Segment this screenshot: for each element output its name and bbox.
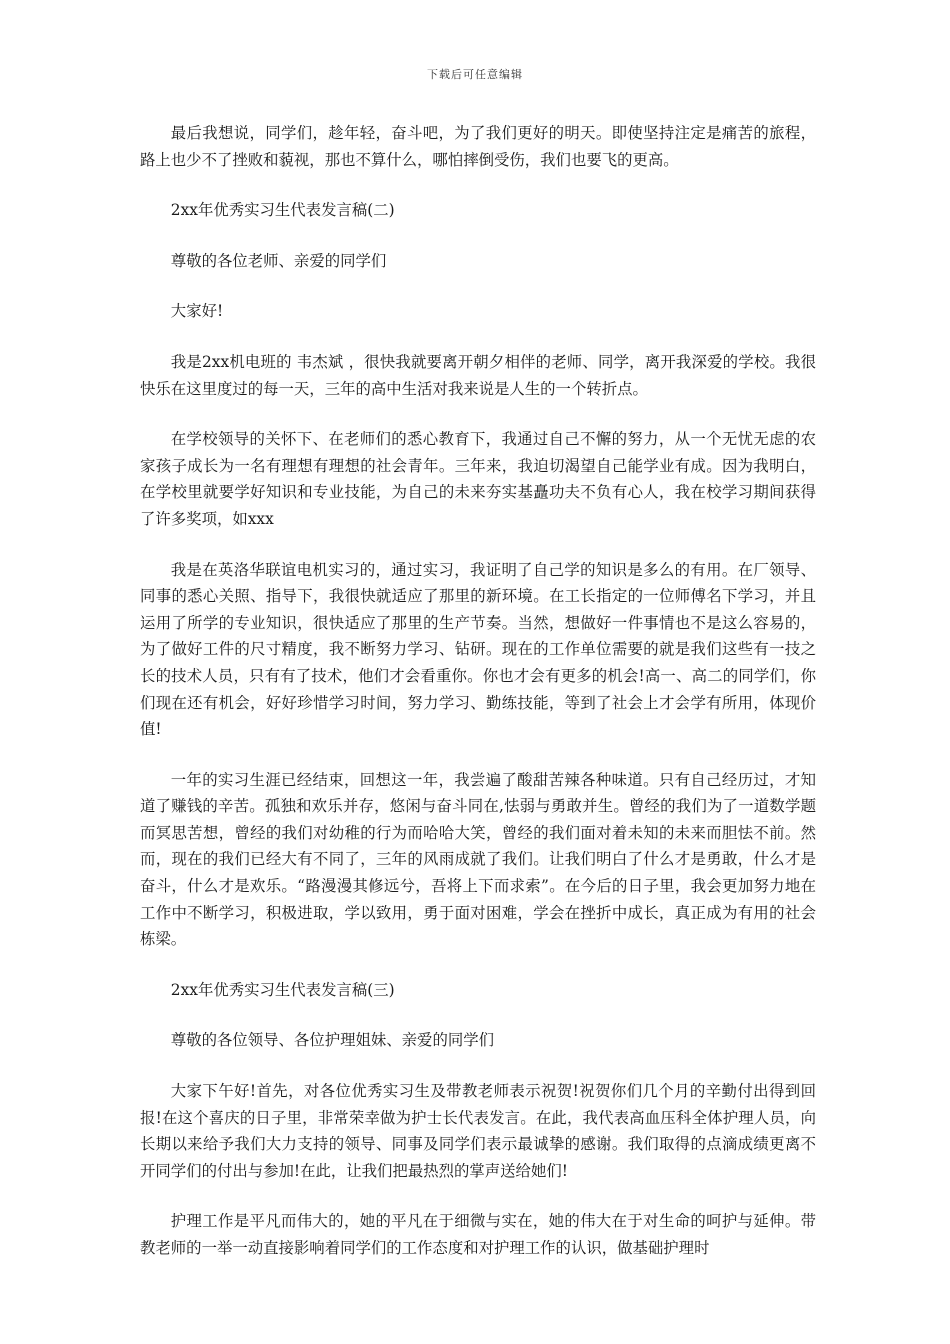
page-header: 下载后可任意编辑 xyxy=(427,68,523,81)
closing-paragraph: 最后我想说，同学们，趁年轻，奋斗吧，为了我们更好的明天。即使坚持注定是痛苦的旅程，路上也少不了挫败和藐视，那也不算什么，哪怕摔倒受伤，我们也要飞的更高。 xyxy=(140,124,816,169)
document-body xyxy=(140,120,816,1262)
section-title-2: 2xx年优秀实习生代表发言稿(二) xyxy=(170,201,395,220)
salutation-3: 尊敬的各位领导、各位护理姐妹、亲爱的同学们 xyxy=(170,1031,495,1050)
section-title-3: 2xx年优秀实习生代表发言稿(三) xyxy=(170,980,395,999)
body-paragraph: 我是在英洛华联谊电机实习的，通过实习，我证明了自己学的知识是多么的有用。在厂领导、同事的悉心关照、指导下，我很快就适应了那里的新环境。在工长指定的一位师傅名下学习，并且运用了所学的专业知识，很快适应了那里的生产节奏。当然，想做好一件事情也不是这么容易的，为了做好工件的尺寸精度，我不断努力学习、钻研。现在的工作单位需要的就是我们这些有一技之长的技术人员，只有有了技术，他们才会看重你。你也才会有更多的机会!高一、高二的同学们，你们现在还有机会，好好珍惜学习时间，努力学习、勤练技能，等到了社会上才会学有所用，体现价值! xyxy=(140,560,816,739)
body-paragraph: 护理工作是平凡而伟大的，她的平凡在于细微与实在，她的伟大在于对生命的呵护与延伸。带教老师的一举一动直接影响着同学们的工作态度和对护理工作的认识，做基础护理时 xyxy=(140,1212,816,1257)
body-paragraph: 大家下午好!首先，对各位优秀实习生及带教老师表示祝贺!祝贺你们几个月的辛勤付出得到回报!在这个喜庆的日子里，非常荣幸做为护士长代表发言。在此，我代表高血压科全体护理人员，向长期以来给予我们大力支持的领导、同事及同学们表示最诚挚的感谢。我们取得的点滴成绩更离不开同学们的付出与参加!在此，让我们把最热烈的掌声送给她们! xyxy=(140,1082,816,1180)
salutation-2: 尊敬的各位老师、亲爱的同学们 xyxy=(170,251,387,270)
greeting-2: 大家好! xyxy=(170,302,224,321)
body-paragraph: 我是2xx机电班的 韦杰斌 ，很快我就要离开朝夕相伴的老师、同学，离开我深爱的学校。我很快乐在这里度过的每一天，三年的高中生活对我来说是人生的一个转折点。 xyxy=(140,352,816,398)
body-paragraph: 在学校领导的关怀下、在老师们的悉心教育下，我通过自己不懈的努力，从一个无忧无虑的农家孩子成长为一名有理想有理想的社会青年。三年来，我迫切渴望自己能学业有成。因为我明白，在学校里就要学好知识和专业技能，为自己的未来夯实基矗功夫不负有心人，我在校学习期间获得了许多奖项，如xxx xyxy=(140,430,816,528)
body-paragraph: 一年的实习生涯已经结束，回想这一年，我尝遍了酸甜苦辣各种味道。只有自己经历过，才知道了赚钱的辛苦。孤独和欢乐并存，悠闲与奋斗同在,怯弱与勇敢并生。曾经的我们为了一道数学题而冥思苦想，曾经的我们对幼稚的行为而哈哈大笑，曾经的我们面对着未知的未来而胆怯不前。然而，现在的我们已经大有不同了，三年的风雨成就了我们。让我们明白了什么才是勇敢，什么才是奋斗，什么才是欢乐。“路漫漫其修远兮，吾将上下而求索”。在今后的日子里，我会更加努力地在工作中不断学习，积极进取，学以致用，勇于面对困难，学会在挫折中成长，真正成为有用的社会栋梁。 xyxy=(140,770,816,949)
